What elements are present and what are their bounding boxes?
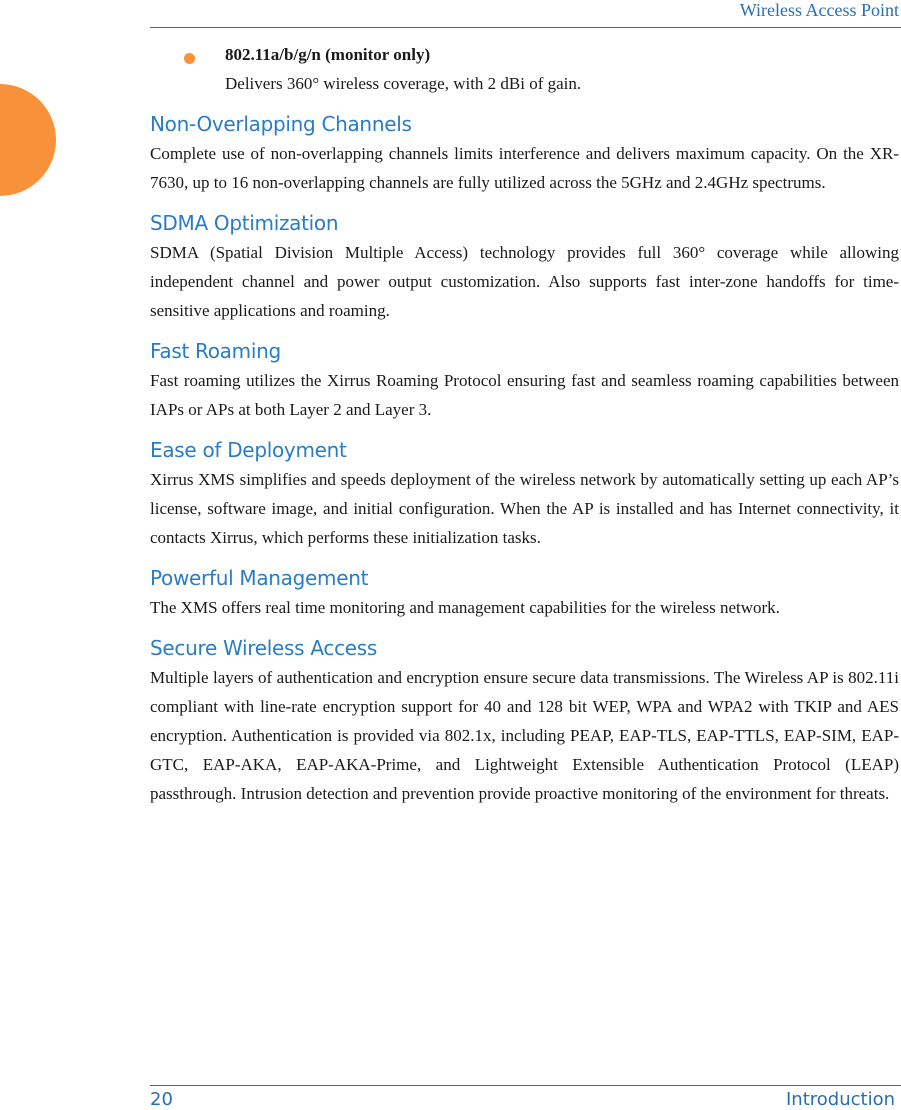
footer-rule [150, 1085, 901, 1086]
section-body: Multiple layers of authentication and encryption ensure secure data transmissions. The Wireless AP is 802.11i compliant with line-rate encryption support for 40 and 128 bit WEP, WPA and WPA2 with TKIP and AES encryption. Authentication is provided via 802.1x, including PEAP, EAP-TLS, EAP-TTLS, EAP-SIM, EAP-GTC, EAP-AKA, EAP-AKA-Prime, and Lightweight Extensible Authentication Protocol (LEAP) passthrough. Intrusion detection and prevention provide proactive monitoring of the environment for threats. [150, 668, 899, 803]
header-rule [150, 27, 901, 28]
section-heading: Fast Roaming [150, 339, 281, 363]
section-ease-of-deployment [150, 435, 899, 552]
section-body: Fast roaming utilizes the Xirrus Roaming Protocol ensuring fast and seamless roaming capabilities between IAPs or APs at both Layer 2 and Layer 3. [150, 371, 899, 419]
section-fast-roaming [150, 336, 899, 424]
section-non-overlapping-channels [150, 109, 899, 197]
bullet-item-antenna [150, 40, 899, 98]
bullet-title: 802.11a/b/g/n (monitor only) [225, 45, 431, 64]
page-content [150, 40, 899, 808]
section-heading: Non-Overlapping Channels [150, 112, 412, 136]
section-body: Xirrus XMS simplifies and speeds deployment of the wireless network by automatically setting up each AP’s license, software image, and initial configuration. When the AP is installed and has Internet connectivity, it contacts Xirrus, which performs these initialization tasks. [150, 470, 899, 547]
section-body: Complete use of non-overlapping channels limits interference and delivers maximum capacity. On the XR-7630, up to 16 non-overlapping channels are fully utilized across the 5GHz and 2.4GHz spectrums. [150, 144, 899, 192]
footer-chapter-name: Introduction [785, 1089, 895, 1110]
running-header-title: Wireless Access Point [739, 0, 899, 20]
section-sdma-optimization [150, 208, 899, 325]
section-powerful-management [150, 563, 899, 622]
section-heading: Ease of Deployment [150, 438, 347, 462]
section-body: SDMA (Spatial Division Multiple Access) technology provides full 360° coverage while allowing independent channel and power output customization. Also supports fast inter-zone handoffs for time-sensitive applications and roaming. [150, 243, 899, 320]
footer-page-number: 20 [150, 1089, 173, 1110]
bullet-description: Delivers 360° wireless coverage, with 2 dBi of gain. [225, 74, 582, 93]
section-heading: Secure Wireless Access [150, 636, 378, 660]
section-heading: Powerful Management [150, 566, 369, 590]
section-secure-wireless-access [150, 633, 899, 808]
bullet-dot-icon [184, 53, 195, 64]
chapter-tab-marker [0, 84, 56, 196]
section-body: The XMS offers real time monitoring and management capabilities for the wireless network. [150, 598, 780, 617]
section-heading: SDMA Optimization [150, 211, 339, 235]
